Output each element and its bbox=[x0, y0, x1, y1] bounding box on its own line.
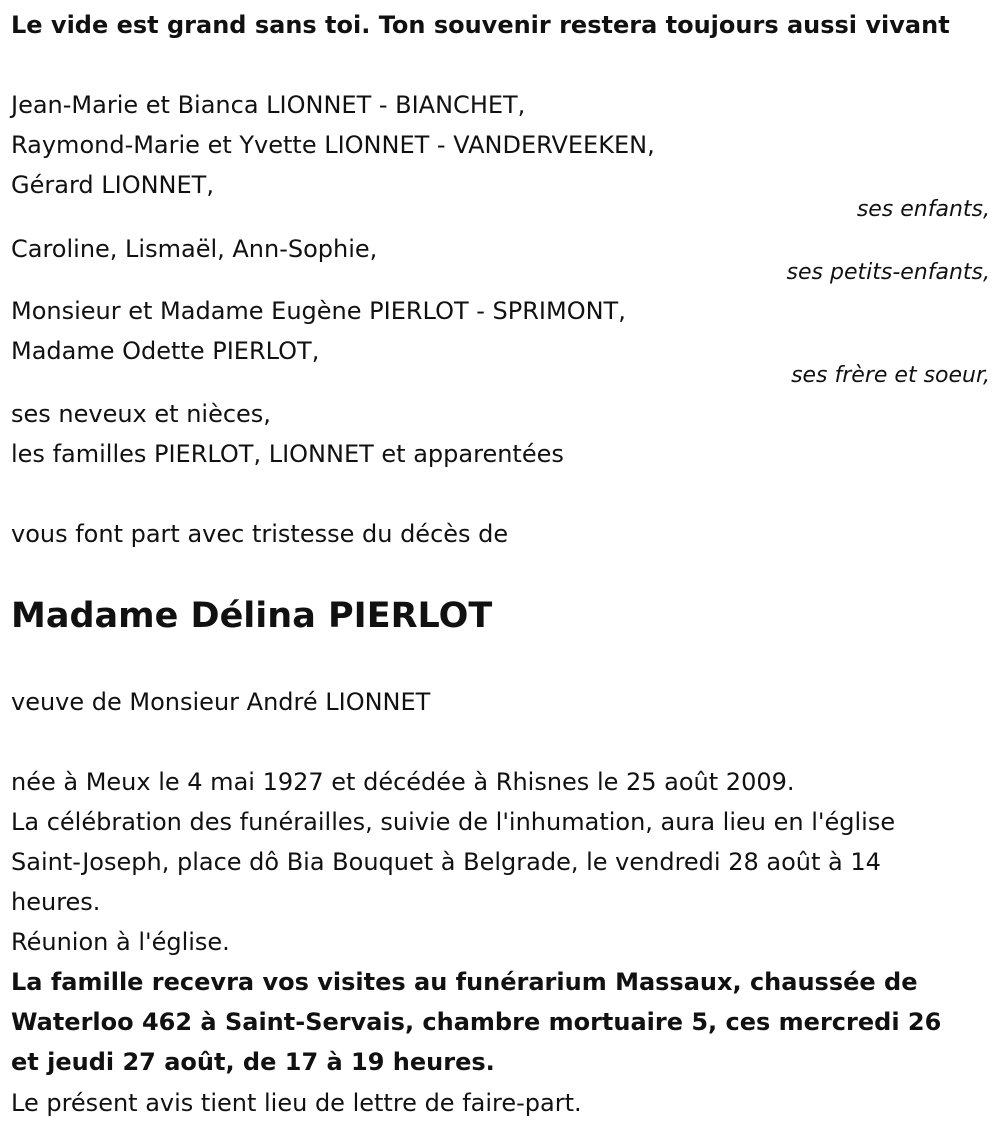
details-line: Saint-Joseph, place dô Bia Bouquet à Belgrade, le vendredi 28 août à 14 bbox=[11, 848, 881, 876]
headline: Le vide est grand sans toi. Ton souvenir restera toujours aussi vivant bbox=[11, 11, 950, 39]
details-line: Réunion à l'église. bbox=[11, 928, 230, 956]
visits-line: et jeudi 27 août, de 17 à 19 heures. bbox=[11, 1048, 495, 1076]
child-line: Raymond-Marie et Yvette LIONNET - VANDERVEEKEN, bbox=[11, 131, 655, 159]
announcement: vous font part avec tristesse du décès de bbox=[11, 520, 509, 548]
deceased-name: Madame Délina PIERLOT bbox=[11, 596, 493, 636]
widow-of: veuve de Monsieur André LIONNET bbox=[11, 688, 431, 716]
relatives-line: ses neveux et nièces, bbox=[11, 400, 271, 428]
grandchildren-role: ses petits-enfants, bbox=[786, 260, 990, 285]
details-line: La célébration des funérailles, suivie de l'inhumation, aura lieu en l'église bbox=[11, 808, 896, 836]
child-line: Jean-Marie et Bianca LIONNET - BIANCHET, bbox=[11, 91, 526, 119]
visits-line: Waterloo 462 à Saint-Servais, chambre mortuaire 5, ces mercredi 26 bbox=[11, 1008, 942, 1036]
details-line: heures. bbox=[11, 888, 101, 916]
closing-line: Le présent avis tient lieu de lettre de faire-part. bbox=[11, 1089, 582, 1117]
visits-line: La famille recevra vos visites au funérarium Massaux, chaussée de bbox=[11, 968, 918, 996]
obituary-notice bbox=[11, 0, 991, 1138]
children-role: ses enfants, bbox=[856, 197, 990, 222]
grandchildren-line: Caroline, Lismaël, Ann-Sophie, bbox=[11, 235, 378, 263]
sibling-line: Monsieur et Madame Eugène PIERLOT - SPRIMONT, bbox=[11, 297, 626, 325]
child-line: Gérard LIONNET, bbox=[11, 171, 214, 199]
siblings-role: ses frère et soeur, bbox=[791, 363, 990, 388]
sibling-line: Madame Odette PIERLOT, bbox=[11, 337, 320, 365]
details-line: née à Meux le 4 mai 1927 et décédée à Rhisnes le 25 août 2009. bbox=[11, 768, 795, 796]
relatives-line: les familles PIERLOT, LIONNET et apparentées bbox=[11, 440, 564, 468]
